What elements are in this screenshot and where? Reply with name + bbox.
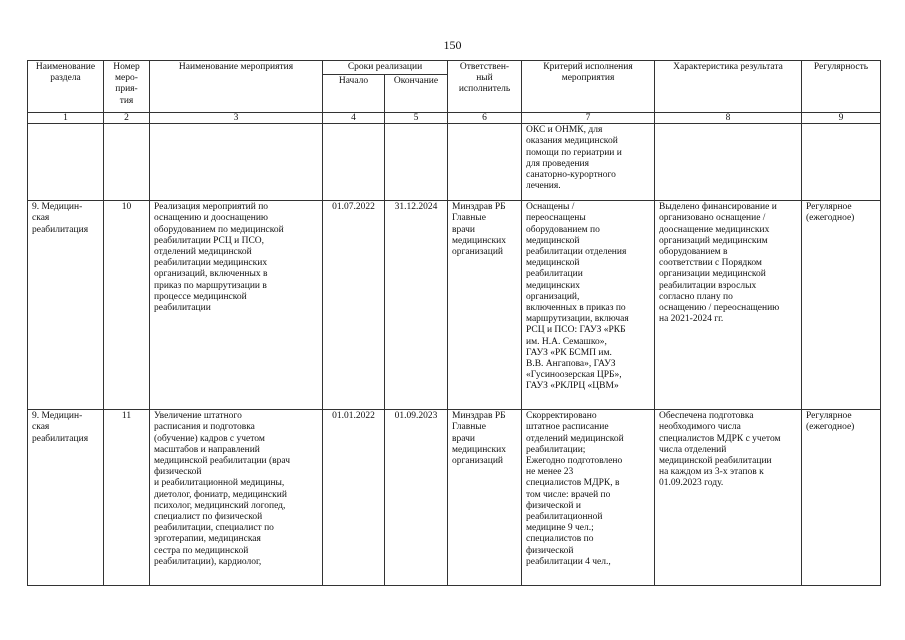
header-start: Начало: [323, 75, 385, 113]
header-criterion: Критерий исполнения мероприятия: [522, 61, 655, 113]
header-number: Номер меро- прия- тия: [104, 61, 150, 113]
criterion-cell: Оснащены / переоснащены оборудованием по медицинской реабилитации отделения медицинской реабилитации медицинских организаций, включенных в приказ по маршрутизации, включая РСЦ и ПСО: ГАУЗ «РКБ им. Н.А. Семашко», ГАУЗ «РК БСМП им. В.В. Ангапова», ГАУЗ «Гусиноозерская ЦРБ», ГАУЗ «РКЛРЦ «ЦВМ»: [522, 201, 655, 410]
activity-cell: Увеличение штатного расписания и подготовка (обучение) кадров с учетом масштабов и направлений медицинской реабилитации (врач физической и реабилитационной медицины, диетолог, фониатр, медицинский психолог, медицинский логопед, специалист по физической реабилитации, специалист по эрготерапии, медицинская сестра по медицинской реабилитации), кардиолог,: [150, 410, 323, 586]
regularity-cell: Регулярное (ежегодное): [802, 201, 881, 410]
header-end: Окончание: [385, 75, 448, 113]
activity-table: [27, 60, 881, 586]
empty-cell: [655, 124, 802, 201]
header-responsible: Ответствен- ный исполнитель: [448, 61, 522, 113]
column-number: 8: [655, 113, 802, 124]
number-cell: 10: [104, 201, 150, 410]
column-number: 6: [448, 113, 522, 124]
column-number: 3: [150, 113, 323, 124]
empty-cell: [385, 124, 448, 201]
start-date-cell: 01.07.2022: [323, 201, 385, 410]
column-number: 5: [385, 113, 448, 124]
header-regularity: Регулярность: [802, 61, 881, 113]
column-number: 9: [802, 113, 881, 124]
criterion-cell: Скорректировано штатное расписание отделений медицинской реабилитации; Ежегодно подготовлено не менее 23 специалистов МДРК, в том числе: врачей по физической и реабилитационной медицине 9 чел.; специалистов по физической реабилитации 4 чел.,: [522, 410, 655, 586]
header-activity: Наименование мероприятия: [150, 61, 323, 113]
column-number: 7: [522, 113, 655, 124]
empty-cell: [150, 124, 323, 201]
page-number: 150: [443, 38, 462, 52]
result-cell: Выделено финансирование и организовано оснащение / дооснащение медицинских организаций медицинским оборудованием в соответствии с Порядком организации медицинской реабилитации взрослых согласно плану по оснащению / переоснащению на 2021-2024 гг.: [655, 201, 802, 410]
header-row: [28, 61, 881, 75]
responsible-cell: Минздрав РБ Главные врачи медицинских организаций: [448, 410, 522, 586]
header-result: Характеристика результата: [655, 61, 802, 113]
empty-cell: [323, 124, 385, 201]
section-cell: 9. Медицин- ская реабилитация: [28, 201, 104, 410]
header-timing: Сроки реализации: [323, 61, 448, 75]
column-number-row: [28, 113, 881, 124]
empty-cell: [28, 124, 104, 201]
end-date-cell: 01.09.2023: [385, 410, 448, 586]
result-cell: Обеспечена подготовка необходимого числа специалистов МДРК с учетом числа отделений медицинской реабилитации на каждом из 3-х этапов к 01.09.2023 году.: [655, 410, 802, 586]
start-date-cell: 01.01.2022: [323, 410, 385, 586]
criterion-continuation: ОКС и ОНМК, для оказания медицинской помощи по гериатрии и для проведения санаторно-курортного лечения.: [522, 124, 655, 201]
empty-cell: [104, 124, 150, 201]
column-number: 1: [28, 113, 104, 124]
end-date-cell: 31.12.2024: [385, 201, 448, 410]
table-row: [28, 201, 881, 410]
section-cell: 9. Медицин- ская реабилитация: [28, 410, 104, 586]
empty-cell: [802, 124, 881, 201]
header-section: Наименование раздела: [28, 61, 104, 113]
activity-cell: Реализация мероприятий по оснащению и дооснащению оборудованием по медицинской реабилитации РСЦ и ПСО, отделений медицинской реабилитации медицинских организаций, включенных в приказ по маршрутизации в процессе медицинской реабилитации: [150, 201, 323, 410]
empty-cell: [448, 124, 522, 201]
number-cell: 11: [104, 410, 150, 586]
continuation-row: [28, 124, 881, 201]
column-number: 4: [323, 113, 385, 124]
table-row: [28, 410, 881, 586]
responsible-cell: Минздрав РБ Главные врачи медицинских организаций: [448, 201, 522, 410]
column-number: 2: [104, 113, 150, 124]
regularity-cell: Регулярное (ежегодное): [802, 410, 881, 586]
